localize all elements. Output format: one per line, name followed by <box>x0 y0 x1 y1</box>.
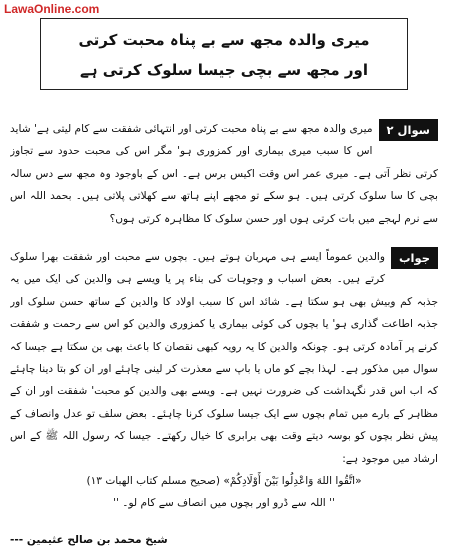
title-box <box>40 18 408 90</box>
hadith-quote: «اتَّقُوا اللهَ وَاعْدِلُوا بَيْنَ أَوْلَادِكُمْ» (صحیح مسلم کتاب الھبات ۱۳) <box>86 475 362 488</box>
answer-label: جواب <box>391 247 438 269</box>
site-watermark: LawaOnline.com <box>4 2 100 16</box>
title-line-2: اور مجھ سے بچی جیسا سلوک کرتی ہے <box>79 61 369 79</box>
question-label: سوال ۲ <box>379 119 438 141</box>
title-line-1: میری والدہ مجھ سے بے پناہ محبت کرتی <box>78 31 370 49</box>
question-text: میری والدہ مجھ سے بے پناہ محبت کرتی اور انتہائی شفقت سے کام لیتی ہے' شاید اس کا سبب میری بیماری اور کمزوری ہو' مگر اس کی محبت حدود سے تجاوز کرتی نظر آتی ہے۔ میری عمر اس وقت اکیس برس ہے۔ اس کے باوجود وہ مجھ سے دس سالہ بچی کا سا سلوک کرتی ہیں۔ ہو سکے تو مجھے اپنے ہاتھ سے کھلاتی پلاتی ہیں۔ بحمد اللہ اس سے نرم لہجے میں بات کرتی ہوں اور حسن سلوک کا مظاہرہ کرتی ہوں؟ <box>10 123 438 225</box>
question-section <box>10 118 438 242</box>
hadith-translation: '' اللہ سے ڈرو اور بچوں میں انصاف سے کام لو۔ '' <box>113 497 335 510</box>
author-signature: شیخ محمد بن صالح عثیمین --- <box>10 534 168 546</box>
answer-text: والدین عموماً ایسے ہی مہربان ہوتے ہیں۔ بچوں سے محبت اور شفقت بھرا سلوک کرتے ہیں۔ بعض اسباب و وجوہات کی بناء پر یا ویسے ہی والدین کی ایک میں یہ جذبہ کم وبیش بھی ہو سکتا ہے۔ شائد اس کا سبب اولاد کا والدین کے ساتھ حسن سلوک اور جذبہ اطاعت گذاری ہو' یا بچوں کی کوئی بیماری یا کمزوری والدین کو اس سے رحمت و شفقت کرنے پر آمادہ کرتی ہو۔ چونکہ والدین کا یہ رویہ کبھی نقصان کا باعث بھی بن سکتا ہے جیسا کہ سوال میں مذکور ہے۔ لہذا بچے کو ماں یا باپ سے معذرت کر لینی چاہئے اور ان کو بتا دینا چاہئے کہ اب اس قدر نگہداشت کی ضرورت نہیں ہے۔ ویسے بھی والدین کو محبت' شفقت اور ان کے مظاہر کے بارے میں تمام بچوں سے ایک جیسا سلوک کرنا چاہئے۔ بعض سلف تو عدل وانصاف کے پیش نظر بچوں کو بوسہ دیتے وقت بھی برابری کا خیال رکھتے۔ جیسا کہ رسول اللہ ﷺ کے اس ارشاد میں موجود ہے: <box>10 251 438 465</box>
answer-section <box>10 246 438 544</box>
